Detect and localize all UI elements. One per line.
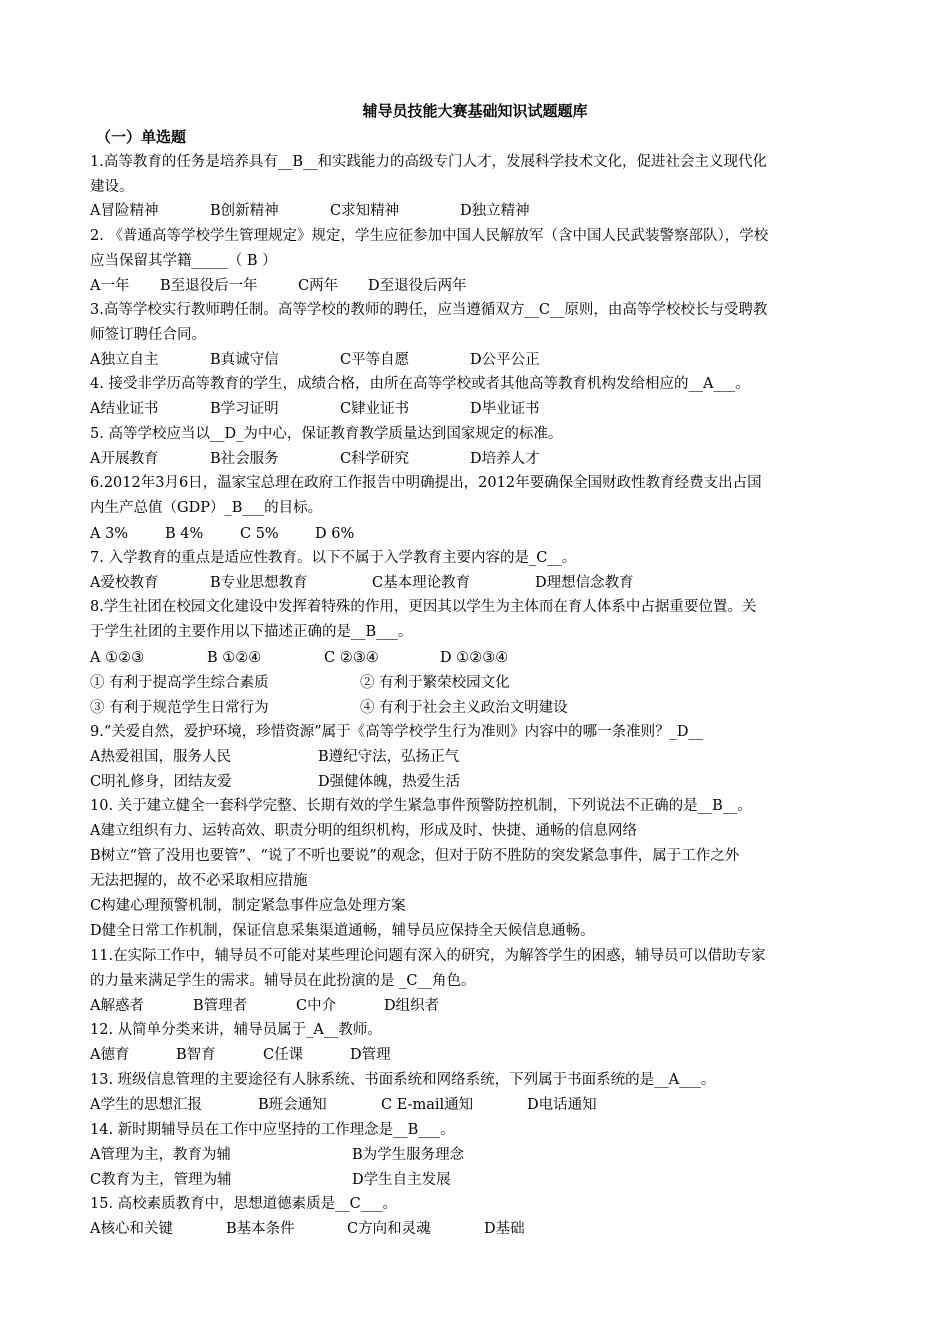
- answer-option: A学生的思想汇报: [90, 1097, 202, 1113]
- answer-option: ② 有利于繁荣校园文化: [360, 675, 510, 691]
- question-line: 6.2012年3月6日，温家宝总理在政府工作报告中明确提出，2012年要确保全国财政性教育经费支出占国: [90, 475, 762, 491]
- document-title: 辅导员技能大赛基础知识试题题库: [362, 102, 588, 120]
- answer-option: D培养人才: [470, 451, 540, 467]
- answer-option: B班会通知: [258, 1097, 327, 1113]
- answer-option: C平等自愿: [340, 352, 410, 368]
- answer-option: C明礼修身，团结友爱: [90, 774, 232, 790]
- answer-option: A爱校教育: [90, 575, 159, 591]
- answer-option: B创新精神: [210, 203, 279, 219]
- answer-option: A热爱祖国，服务人民: [90, 749, 231, 765]
- answer-option: D管理: [350, 1047, 391, 1063]
- question-line: 7. 入学教育的重点是适应性教育。以下不属于入学教育主要内容的是_C__。: [90, 550, 577, 566]
- question-line: 于学生社团的主要作用以下描述正确的是__B___。: [90, 624, 413, 640]
- question-line: 12. 从简单分类来讲，辅导员属于_A__教师。: [90, 1022, 382, 1038]
- answer-option: C肄业证书: [340, 401, 410, 417]
- answer-option: C科学研究: [340, 451, 410, 467]
- question-line: 无法把握的，故不必采取相应措施: [90, 873, 308, 889]
- answer-option: B遵纪守法，弘扬正气: [318, 749, 460, 765]
- answer-option: B基本条件: [226, 1221, 295, 1237]
- question-line: D健全日常工作机制，保证信息采集渠道通畅，辅导员应保持全天候信息通畅。: [90, 923, 595, 939]
- answer-option: D公平公正: [470, 352, 540, 368]
- answer-option: B专业思想教育: [210, 575, 308, 591]
- answer-option: C基本理论教育: [372, 575, 471, 591]
- answer-option: D独立精神: [460, 203, 530, 219]
- answer-option: B真诚守信: [210, 352, 279, 368]
- question-line: 2. 《普通高等学校学生管理规定》规定，学生应征参加中国人民解放军（含中国人民武装警察部队），学校: [90, 228, 769, 244]
- question-line: 11.在实际工作中，辅导员不可能对某些理论问题有深入的研究，为解答学生的困惑，辅导员可以借助专家: [90, 948, 766, 964]
- answer-option: D 6%: [315, 526, 355, 542]
- question-line: 师签订聘任合同。: [90, 327, 206, 343]
- answer-option: B管理者: [193, 998, 248, 1014]
- question-line: 15. 高校素质教育中，思想道德素质是__C___。: [90, 1196, 398, 1212]
- question-line: 3.高等学校实行教师聘任制。高等学校的教师的聘任，应当遵循双方__C__原则，由高等学校校长与受聘教: [90, 302, 768, 318]
- answer-option: A解惑者: [90, 998, 144, 1014]
- question-line: 建设。: [90, 179, 134, 195]
- answer-option: B为学生服务理念: [352, 1147, 465, 1163]
- answer-option: ① 有利于提高学生综合素质: [90, 675, 269, 691]
- answer-option: A德育: [90, 1047, 130, 1063]
- answer-option: A结业证书: [90, 401, 159, 417]
- answer-option: A冒险精神: [90, 203, 159, 219]
- question-line: C构建心理预警机制，制定紧急事件应急处理方案: [90, 898, 406, 914]
- answer-option: D ①②③④: [440, 650, 509, 666]
- section-heading: （一）单选题: [96, 128, 187, 146]
- answer-option: D基础: [484, 1221, 525, 1237]
- question-line: 13. 班级信息管理的主要途径有人脉系统、书面系统和网络系统，下列属于书面系统的是__A___。: [90, 1072, 716, 1088]
- question-line: 内生产总值（GDP）_B___的目标。: [90, 500, 323, 516]
- answer-option: C两年: [298, 278, 339, 294]
- answer-option: D毕业证书: [470, 401, 540, 417]
- answer-option: B学习证明: [210, 401, 279, 417]
- answer-option: B智育: [176, 1047, 216, 1063]
- answer-option: C中介: [296, 998, 337, 1014]
- answer-option: A开展教育: [90, 451, 159, 467]
- answer-option: C E-mail通知: [381, 1097, 474, 1113]
- answer-option: C教育为主，管理为辅: [90, 1172, 232, 1188]
- answer-option: C方向和灵魂: [347, 1221, 431, 1237]
- question-line: 9.“关爱自然，爱护环境，珍惜资源”属于《高等学校学生行为准则》内容中的哪一条准则？_D__: [90, 724, 704, 740]
- answer-option: ③ 有利于规范学生日常行为: [90, 700, 269, 716]
- answer-option: D组织者: [384, 998, 440, 1014]
- answer-option: B 4%: [165, 526, 204, 542]
- answer-option: D理想信念教育: [535, 575, 634, 591]
- answer-option: D学生自主发展: [352, 1172, 451, 1188]
- answer-option: C求知精神: [330, 203, 400, 219]
- answer-option: A独立自主: [90, 352, 159, 368]
- question-line: 14. 新时期辅导员在工作中应坚持的工作理念是__B___。: [90, 1122, 455, 1138]
- question-line: 应当保留其学籍_____（ B ）: [90, 253, 277, 269]
- question-line: 4. 接受非学历高等教育的学生，成绩合格，由所在高等学校或者其他高等教育机构发给相应的__A___。: [90, 376, 750, 392]
- answer-option: A管理为主，教育为辅: [90, 1147, 231, 1163]
- answer-option: ④ 有利于社会主义政治文明建设: [360, 700, 568, 716]
- answer-option: B ①②④: [207, 650, 262, 666]
- answer-option: C 5%: [240, 526, 279, 542]
- question-line: 1.高等教育的任务是培养具有__B__和实践能力的高级专门人才，发展科学技术文化，促进社会主义现代化: [90, 154, 767, 170]
- question-line: 10. 关于建立健全一套科学完整、长期有效的学生紧急事件预警防控机制，下列说法不正确的是__B__。: [90, 798, 752, 814]
- question-line: 5. 高等学校应当以__D_为中心，保证教育教学质量达到国家规定的标准。: [90, 426, 563, 442]
- answer-option: A ①②③: [90, 650, 145, 666]
- question-line: 8.学生社团在校园文化建设中发挥着特殊的作用，更因其以学生为主体而在育人体系中占据重要位置。关: [90, 599, 757, 615]
- question-line: B树立“管了没用也要管”、“说了不听也要说”的观念，但对于防不胜防的突发紧急事件，属于工作之外: [90, 848, 740, 864]
- answer-option: C任课: [263, 1047, 304, 1063]
- answer-option: B社会服务: [210, 451, 279, 467]
- answer-option: C ②③④: [324, 650, 379, 666]
- answer-option: B至退役后一年: [160, 278, 258, 294]
- answer-option: A 3%: [90, 526, 129, 542]
- question-line: 的力量来满足学生的需求。辅导员在此扮演的是 _C__角色。: [90, 973, 476, 989]
- answer-option: A一年: [90, 278, 130, 294]
- question-line: A建立组织有力、运转高效、职责分明的组织机构，形成及时、快捷、通畅的信息网络: [90, 823, 637, 839]
- answer-option: D至退役后两年: [368, 278, 467, 294]
- answer-option: A核心和关键: [90, 1221, 173, 1237]
- answer-option: D电话通知: [527, 1097, 597, 1113]
- answer-option: D强健体魄，热爱生活: [318, 774, 461, 790]
